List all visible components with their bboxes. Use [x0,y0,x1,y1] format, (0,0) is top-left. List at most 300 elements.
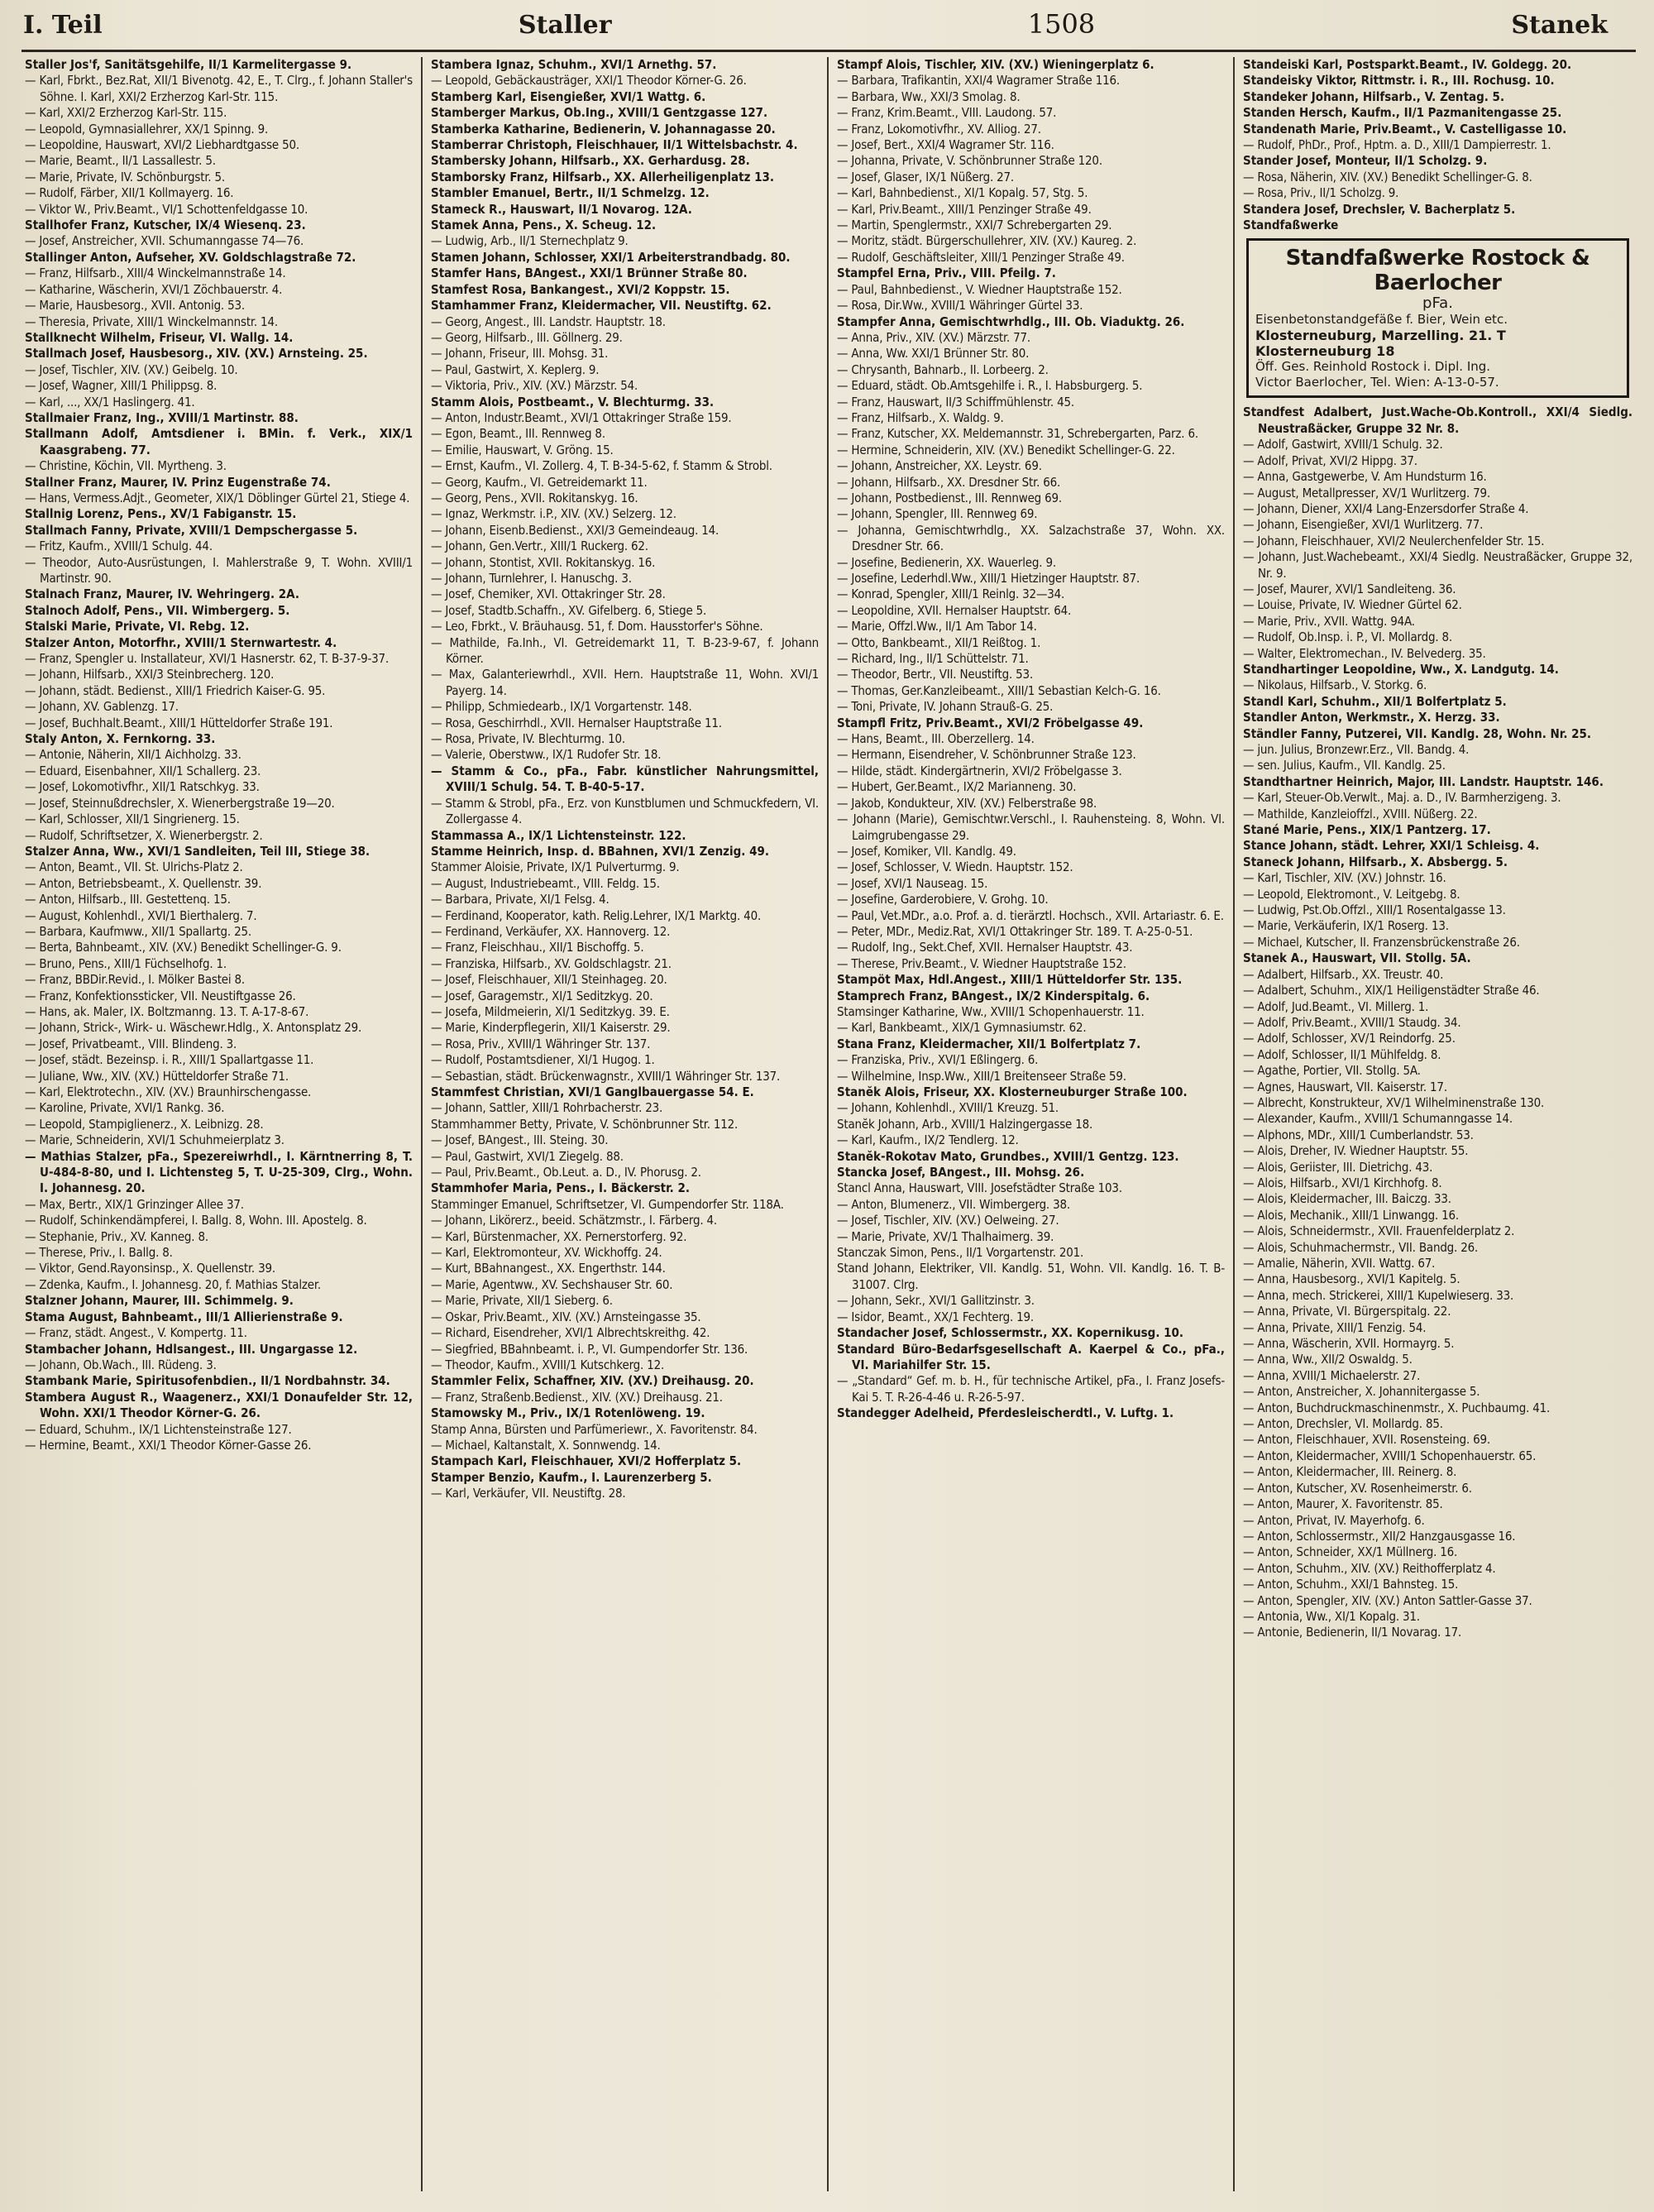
directory-entry: — Max, Bertr., XIX/1 Grinzinger Allee 37. [25,1196,244,1212]
directory-entry: — Michael, Kaltanstalt, X. Sonnwendg. 14. [431,1437,661,1453]
directory-entry: — Karl, Elektrotechn., XIV. (XV.) Braunhirschengasse. [25,1084,312,1099]
directory-entry: — Adolf, Gastwirt, XVIII/1 Schulg. 32. [1243,437,1443,452]
directory-entry: — Viktor, Gend.Rayonsinsp., X. Quellenstr. 39. [25,1261,275,1276]
running-head [17,8,1641,50]
directory-entry: — Karl, Schlosser, XII/1 Singrienerg. 15. [25,812,240,827]
directory-entry: — Adolf, Jud.Beamt., VI. Millerg. 1. [1243,998,1429,1014]
directory-entry: — Eduard, Schuhm., IX/1 Lichtensteinstraße 127. [25,1421,292,1437]
directory-entry-heading: Stambler Emanuel, Bertr., II/1 Schmelzg. 12. [431,185,710,201]
directory-entry: Stammhammer Betty, Private, V. Schönbrunner Str. 112. [431,1116,739,1132]
directory-entry: — Anton, Drechsler, VI. Mollardg. 85. [1243,1416,1443,1432]
directory-entry: — Thomas, Ger.Kanzleibeamt., XIII/1 Sebastian Kelch-G. 16. [837,682,1161,698]
part-label: I. Teil [23,11,103,40]
directory-entry: — Paul, Bahnbedienst., V. Wiedner Hauptstraße 152. [837,281,1122,297]
directory-entry: — Marie, Beamt., II/1 Lassallestr. 5. [25,153,216,169]
directory-entry: — Johanna, Gemischtwrhdlg., XX. Salzachstraße 37, Wohn. XX. Dresdner Str. 66. [837,522,1225,554]
directory-entry: — Anna, Private, XIII/1 Fenzig. 54. [1243,1319,1427,1335]
directory-entry-heading: Stampach Karl, Fleischhauer, XVI/2 Hofferplatz 5. [431,1453,742,1469]
directory-entry: — Alois, Geriister, III. Dietrichg. 43. [1243,1159,1433,1175]
directory-entry: — Anton, Spengler, XIV. (XV.) Anton Sattler-Gasse 37. [1243,1592,1532,1608]
directory-entry-heading: Standhartinger Leopoldine, Ww., X. Landgutg. 14. [1243,661,1559,677]
directory-entry: — Wilhelmine, Insp.Ww., XIII/1 Breitenseer Straße 59. [837,1068,1126,1084]
directory-entry: — Barbara, Ww., XXI/3 Smolag. 8. [837,89,1021,104]
entry-columns [17,57,1641,2191]
directory-entry: — Marie, Kinderpflegerin, XII/1 Kaiserstr. 29. [431,1020,671,1036]
directory-entry: — Theodor, Kaufm., XVIII/1 Kutschkerg. 12. [431,1357,665,1372]
directory-entry: — Johann, Gen.Vertr., XIII/1 Ruckerg. 62. [431,539,648,554]
directory-entry: — Isidor, Beamt., XX/1 Fechterg. 19. [837,1309,1034,1324]
directory-entry-heading: Stané Marie, Pens., XIX/1 Pantzerg. 17. [1243,822,1491,838]
directory-entry: — Karl, Verkäufer, VII. Neustiftg. 28. [431,1486,626,1501]
directory-entry: — Rosa, Geschirrhdl., XVII. Hernalser Hauptstraße 11. [431,715,722,730]
directory-entry: — Eduard, städt. Ob.Amtsgehilfe i. R., I. Habsburgerg. 5. [837,378,1143,394]
directory-entry-heading: Stammhofer Maria, Pens., I. Bäckerstr. 2. [431,1180,690,1196]
directory-entry: — Martin, Spenglermstr., XXI/7 Schrebergarten 29. [837,218,1112,233]
directory-entry: — Josefine, Garderobiere, V. Grohg. 10. [837,892,1049,907]
directory-entry-heading: Stameck R., Hauswart, II/1 Novarog. 12A. [431,201,692,217]
directory-entry: — Karl, Tischler, XIV. (XV.) Johnstr. 16. [1243,870,1446,886]
directory-entry-heading: Stalnach Franz, Maurer, IV. Wehringerg. 2A. [25,587,300,602]
directory-entry: — Hermine, Beamt., XXI/1 Theodor Körner-Gasse 26. [25,1437,312,1453]
directory-entry-heading: Stama August, Bahnbeamt., III/1 Allierienstraße 9. [25,1309,343,1324]
directory-entry: — Otto, Bankbeamt., XII/1 Reißtog. 1. [837,634,1041,650]
directory-entry: — sen. Julius, Kaufm., VII. Kandlg. 25. [1243,758,1446,773]
header-rule [22,50,1636,52]
directory-entry-heading: Stambersky Johann, Hilfsarb., XX. Gerhardusg. 28. [431,153,750,169]
directory-entry: — Rosa, Private, IV. Blechturmg. 10. [431,731,625,747]
directory-entry: — Karl, Priv.Beamt., XIII/1 Penzinger Straße 49. [837,201,1092,217]
directory-entry: — Amalie, Näherin, XVII. Wattg. 67. [1243,1256,1436,1271]
directory-entry: — Franz, Kutscher, XX. Meldemannstr. 31, Schrebergarten, Parz. 6. [837,426,1198,442]
directory-entry: — Marie, Agentww., XV. Sechshauser Str. 60. [431,1276,673,1292]
column-4 [1235,57,1641,2191]
directory-entry: — Louise, Private, IV. Wiedner Gürtel 62. [1243,597,1462,613]
directory-entry: Stamp Anna, Bürsten und Parfümeriewr., X. Favoritenstr. 84. [431,1421,758,1437]
directory-entry: — Christine, Köchin, VII. Myrtheng. 3. [25,458,227,474]
directory-entry: — Alois, Mechanik., XIII/1 Linwangg. 16. [1243,1207,1459,1223]
directory-entry: — Anton, Kleidermacher, XVIII/1 Schopenhauerstr. 65. [1243,1448,1537,1463]
directory-entry: — Johann, Just.Wachebeamt., XXI/4 Siedlg. Neustraßäcker, Gruppe 32, Nr. 9. [1243,549,1632,581]
directory-entry: — Anton, Buchdruckmaschinenmstr., X. Puchbaumg. 41. [1243,1400,1551,1415]
directory-entry: — Barbara, Kaufmww., XII/1 Spallartg. 25. [25,923,251,939]
directory-entry-heading: Stamborsky Franz, Hilfsarb., XX. Allerheiligenplatz 13. [431,169,775,184]
directory-entry-heading: Stampf Alois, Tischler, XIV. (XV.) Wieningerplatz 6. [837,57,1154,72]
advertisement-box [1246,238,1629,398]
directory-entry: Stanĕk Johann, Arb., XVIII/1 Halzingergasse 18. [837,1116,1093,1132]
directory-entry: — Adalbert, Schuhm., XIX/1 Heiligenstädter Straße 46. [1243,983,1540,998]
directory-entry: — Albrecht, Konstrukteur, XV/1 Wilhelminenstraße 130. [1243,1094,1545,1110]
directory-entry: — Leo, Fbrkt., V. Bräuhausg. 51, f. Dom. Hausstorfer's Söhne. [431,619,763,634]
directory-entry-heading: Stamme Heinrich, Insp. d. BBahnen, XVI/1 Zenzig. 49. [431,843,770,859]
directory-entry: — Georg, Pens., XVII. Rokitanskyg. 16. [431,490,638,505]
directory-entry-heading: Stampfel Erna, Priv., VIII. Pfeilg. 7. [837,266,1056,281]
directory-entry-heading: Stamhammer Franz, Kleidermacher, VII. Neustiftg. 62. [431,298,772,314]
directory-entry: — Agnes, Hauswart, VII. Kaiserstr. 17. [1243,1079,1447,1094]
directory-entry: — Franziska, Hilfsarb., XV. Goldschlagstr. 21. [431,955,672,971]
directory-entry: — Karl, Bahnbedienst., XI/1 Kopalg. 57, Stg. 5. [837,185,1088,201]
directory-entry-heading: Stamprech Franz, BAngest., IX/2 Kinderspitalg. 6. [837,988,1150,1003]
directory-entry: — Sebastian, städt. Brückenwagnstr., XVIII/1 Währinger Str. 137. [431,1068,781,1084]
directory-entry: — Adolf, Priv.Beamt., XVIII/1 Staudg. 34. [1243,1014,1461,1030]
directory-entry: — Johann, Diener, XXI/4 Lang-Enzersdorfer Straße 4. [1243,500,1529,516]
directory-entry: — Franz, städt. Angest., V. Kompertg. 11. [25,1325,247,1341]
directory-entry-heading: Standen Hersch, Kaufm., II/1 Pazmanitengasse 25. [1243,105,1562,121]
directory-entry: — Hans, ak. Maler, IX. Boltzmanng. 13. T. A-17-8-67. [25,1003,309,1019]
directory-entry: — Ignaz, Werkmstr. i.P., XIV. (XV.) Selzerg. 12. [431,506,676,522]
directory-entry: — Anton, Privat, IV. Mayerhofg. 6. [1243,1512,1425,1528]
directory-entry-heading: — Mathias Stalzer, pFa., Spezereiwrhdl., I. Kärntnerring 8, T. U-484-8-80, und I. Lichtensteg 5, T. U-25-309, Clrg., Wohn. I. Johannesg. 20. [25,1148,413,1196]
directory-entry: — Josef, Glaser, IX/1 Nüßerg. 27. [837,169,1014,184]
directory-entry: — Georg, Kaufm., VI. Getreidemarkt 11. [431,474,648,490]
directory-entry: — Anna, Hausbesorg., XVI/1 Kapitelg. 5. [1243,1271,1460,1287]
directory-entry: — Emilie, Hauswart, V. Gröng. 15. [431,442,614,457]
directory-entry: — Anton, Betriebsbeamt., X. Quellenstr. 39. [25,875,262,891]
directory-entry-heading: Stammler Felix, Schaffner, XIV. (XV.) Dreihausg. 20. [431,1373,754,1389]
directory-entry: — Alois, Schneidermstr., XVII. Frauenfelderplatz 2. [1243,1223,1515,1239]
directory-entry: — Josefine, Bedienerin, XX. Wauerleg. 9. [837,554,1056,570]
directory-entry: — Hermann, Eisendreher, V. Schönbrunner Straße 123. [837,747,1136,763]
directory-entry-heading: Stance Johann, städt. Lehrer, XXI/1 Schleisg. 4. [1243,838,1540,854]
directory-entry: — Kurt, BBahnangest., XX. Engerthstr. 144. [431,1261,666,1276]
directory-entry: — Philipp, Schmiedearb., IX/1 Vorgartenstr. 148. [431,699,692,715]
directory-entry: — Jakob, Kondukteur, XIV. (XV.) Felberstraße 98. [837,795,1097,811]
directory-entry: — Anna, mech. Strickerei, XIII/1 Kupelwieserg. 33. [1243,1287,1514,1303]
directory-entry: — Marie, Private, XV/1 Thalhaimerg. 39. [837,1228,1054,1244]
directory-entry-heading: Stallhofer Franz, Kutscher, IX/4 Wiesenq. 23. [25,218,306,233]
directory-entry: — August, Kohlenhdl., XVI/1 Bierthalerg. 7. [25,907,257,923]
directory-entry: — Johann, Sekr., XVI/1 Gallitzinstr. 3. [837,1293,1035,1309]
directory-entry-heading: Staly Anton, X. Fernkorng. 33. [25,731,216,747]
directory-entry: — Josef, Stadtb.Schaffn., XV. Gifelberg. 6, Stiege 5. [431,602,707,618]
directory-entry: — Ferdinand, Verkäufer, XX. Hannoverg. 12. [431,923,671,939]
directory-entry: — Anna, XVIII/1 Michaelerstr. 27. [1243,1367,1421,1383]
directory-entry-heading: Stampfl Fritz, Priv.Beamt., XVI/2 Fröbelgasse 49. [837,715,1144,730]
directory-entry: — Zdenka, Kaufm., I. Johannesg. 20, f. Mathias Stalzer. [25,1276,321,1292]
directory-entry-heading: Standenath Marie, Priv.Beamt., V. Castelligasse 10. [1243,121,1567,136]
directory-entry: — Anton, Anstreicher, X. Johannitergasse 5. [1243,1384,1480,1400]
directory-entry: — Johann, Turnlehrer, I. Hanuschg. 3. [431,571,632,586]
directory-entry: — Juliane, Ww., XIV. (XV.) Hütteldorfer Straße 71. [25,1068,289,1084]
directory-entry: — Johann, Ob.Wach., III. Rüdeng. 3. [25,1357,217,1372]
directory-entry: — Toni, Private, IV. Johann Strauß-G. 25. [837,699,1054,715]
directory-entry-heading: Stambank Marie, Spiritusofenbdien., II/1 Nordbahnstr. 34. [25,1373,390,1389]
directory-entry: — Anton, Fleischhauer, XVII. Rosensteing. 69. [1243,1432,1490,1448]
directory-entry: — Adalbert, Hilfsarb., XX. Treustr. 40. [1243,966,1444,982]
column-3 [829,57,1235,2191]
directory-entry: — Anton, Schuhm., XXI/1 Bahnsteg. 15. [1243,1577,1459,1592]
directory-entry: — Rosa, Priv., XVIII/1 Währinger Str. 137. [431,1036,651,1051]
directory-entry: — Franz, Konfektionssticker, VII. Neustiftgasse 26. [25,988,296,1003]
directory-entry: — Berta, Bahnbeamt., XIV. (XV.) Benedikt Schellinger-G. 9. [25,940,342,955]
directory-entry: — Nikolaus, Hilfsarb., V. Storkg. 6. [1243,677,1427,693]
directory-entry: — Josef, Bert., XXI/4 Wagramer Str. 116. [837,137,1054,153]
directory-entry: — Richard, Ing., II/1 Schüttelstr. 71. [837,651,1029,667]
directory-entry: — Moritz, städt. Bürgerschullehrer, XIV. (XV.) Kaureg. 2. [837,233,1137,249]
directory-entry: — Konrad, Spengler, XIII/1 Reinlg. 32—34. [837,587,1065,602]
directory-entry-heading: — Stamm & Co., pFa., Fabr. künstlicher Nahrungsmittel, XVIII/1 Schulg. 54. T. B-40-5-17. [431,763,819,795]
directory-entry: — Marie, Private, IV. Schönburgstr. 5. [25,169,225,184]
directory-entry: — Theresia, Private, XIII/1 Winckelmannstr. 14. [25,314,278,329]
directory-entry: — Johann, Eisenb.Bedienst., XXI/3 Gemeindeaug. 14. [431,522,719,538]
directory-entry-heading: Stallmach Josef, Hausbesorg., XIV. (XV.) Arnsteing. 25. [25,346,368,361]
directory-entry-heading: Standacher Josef, Schlossermstr., XX. Kopernikusg. 10. [837,1325,1184,1341]
directory-entry: — Antonie, Näherin, XII/1 Aichholzg. 33. [25,747,241,763]
directory-entry-heading: Stamek Anna, Pens., X. Scheug. 12. [431,218,657,233]
directory-entry: — Josef, Anstreicher, XVII. Schumanngasse 74—76. [25,233,304,249]
directory-entry: — August, Industriebeamt., VIII. Feldg. 15. [431,875,660,891]
directory-entry: — Stamm & Strobl, pFa., Erz. von Kunstblumen und Schmuckfedern, VI. Zollergasse 4. [431,795,819,827]
directory-entry: — Johann, Stontist, XVII. Rokitanskyg. 16. [431,554,656,570]
directory-entry: — Adolf, Schlosser, II/1 Mühlfeldg. 8. [1243,1046,1441,1062]
ad-title: Standfaßwerke Rostock & Baerlocher [1285,246,1590,296]
directory-entry: — Johann, Eisengießer, XVI/1 Wurlitzerg. 77. [1243,517,1484,533]
directory-entry: — Marie, Priv., XVII. Wattg. 94A. [1243,613,1415,629]
ad-line-owners: Öff. Ges. Reinhold Rostock i. Dipl. Ing. [1255,359,1491,375]
directory-entry-heading: Stalzner Johann, Maurer, III. Schimmelg. 9. [25,1293,294,1309]
directory-entry: — Anna, Ww. XXI/1 Brünner Str. 80. [837,346,1030,361]
directory-entry: — Anton, Schuhm., XIV. (XV.) Reithofferplatz 4. [1243,1560,1496,1576]
directory-entry: — Josef, Lokomotivfhr., XII/1 Ratschkyg. 33. [25,779,260,795]
directory-entry-heading: Stander Josef, Monteur, II/1 Scholzg. 9. [1243,153,1488,169]
directory-entry-heading: Standegger Adelheid, Pferdesleischerdtl., V. Luftg. 1. [837,1405,1174,1421]
directory-entry: — August, Metallpresser, XV/1 Wurlitzerg. 79. [1243,485,1491,500]
directory-entry-heading: Stancka Josef, BAngest., III. Mohsg. 26. [837,1165,1085,1180]
directory-entry: — Josef, Tischler, XIV. (XV.) Oelweing. 27. [837,1213,1059,1228]
directory-entry: — Richard, Eisendreher, XVI/1 Albrechtskreithg. 42. [431,1325,710,1341]
directory-entry: — Josef, Garagemstr., XI/1 Seditzkyg. 20. [431,988,653,1003]
directory-entry: — Mathilde, Fa.Inh., VI. Getreidemarkt 11, T. B-23-9-67, f. Johann Körner. [431,634,819,667]
directory-entry: — Leopoldine, Hauswart, XVI/2 Liebhardtgasse 50. [25,137,299,153]
directory-entry: — Chrysanth, Bahnarb., II. Lorbeerg. 2. [837,361,1049,377]
directory-entry-heading: Stambacher Johann, Hdlsangest., III. Ungargasse 12. [25,1341,358,1357]
directory-entry: — Josef, Wagner, XIII/1 Philippsg. 8. [25,378,218,394]
directory-entry: — Karoline, Private, XVI/1 Rankg. 36. [25,1100,225,1116]
directory-entry: — Josef, Chemiker, XVI. Ottakringer Str. 28. [431,587,666,602]
directory-entry: — Rudolf, PhDr., Prof., Hptm. a. D., XIII/1 Dampierrestr. 1. [1243,137,1551,153]
directory-entry-heading: Stamen Johann, Schlosser, XXI/1 Arbeiterstrandbadg. 80. [431,249,791,265]
directory-entry-heading: Stambera Ignaz, Schuhm., XVI/1 Arnethg. 57. [431,57,717,72]
directory-entry: — Ernst, Kaufm., VI. Zollerg. 4, T. B-34-5-62, f. Stamm & Strobl. [431,458,772,474]
directory-entry-heading: Stallnig Lorenz, Pens., XV/1 Fabiganstr. 15. [25,506,297,522]
directory-entry: — Josef, städt. Bezeinsp. i. R., XIII/1 Spallartgasse 11. [25,1052,314,1068]
directory-entry: — Johann, Sattler, XIII/1 Rohrbacherstr. 23. [431,1100,663,1116]
directory-entry-heading: Standeker Johann, Hilfsarb., V. Zentag. 5. [1243,89,1505,104]
directory-entry: — Antonie, Bedienerin, II/1 Novarag. 17. [1243,1625,1462,1640]
directory-entry: — Franz, Straßenb.Bedienst., XIV. (XV.) Dreihausg. 21. [431,1389,723,1405]
directory-entry: — Valerie, Oberstww., IX/1 Rudofer Str. 18. [431,747,662,763]
directory-entry: — Johann, Spengler, III. Rennweg 69. [837,506,1038,522]
directory-entry: — Ludwig, Pst.Ob.Offzl., XIII/1 Rosentalgasse 13. [1243,903,1506,918]
directory-entry: — Karl, Kaufm., IX/2 Tendlerg. 12. [837,1132,1019,1148]
directory-entry: — Josef, Buchhalt.Beamt., XIII/1 Hütteldorfer Straße 191. [25,715,333,730]
directory-entry-heading: Stamper Benzio, Kaufm., I. Laurenzerberg 5. [431,1469,712,1485]
directory-entry: — Franz, Spengler u. Installateur, XVI/1 Hasnerstr. 62, T. B-37-9-37. [25,651,390,667]
directory-entry: — Adolf, Schlosser, XV/1 Reindorfg. 25. [1243,1031,1456,1046]
directory-entry: — Alois, Schuhmachermstr., VII. Bandg. 26. [1243,1239,1479,1255]
directory-entry: — Mathilde, Kanzleioffzl., XVIII. Nüßerg. 22. [1243,806,1478,821]
directory-entry: — Josef, Tischler, XIV. (XV.) Geibelg. 10. [25,361,238,377]
directory-entry: — Rosa, Dir.Ww., XVIII/1 Währinger Gürtel 33. [837,298,1083,314]
column-2 [423,57,829,2191]
directory-entry: — Anton, Kutscher, XV. Rosenheimerstr. 6. [1243,1480,1472,1496]
ad-line-address: Klosterneuburg, Marzelling. 21. T Klosterneuburg 18 [1255,328,1506,360]
directory-entry: — Josefa, Mildmeierin, XI/1 Seditzkyg. 39. E. [431,1003,670,1019]
directory-entry-heading: Stallmaier Franz, Ing., XVIII/1 Martinstr. 88. [25,409,299,425]
directory-entry: — Egon, Beamt., III. Rennweg 8. [431,426,605,442]
directory-entry: — Anton, Maurer, X. Favoritenstr. 85. [1243,1496,1443,1512]
directory-entry: — Anna, Gastgewerbe, V. Am Hundsturm 16. [1243,469,1487,485]
directory-entry: — Ludwig, Arb., II/1 Sternechplatz 9. [431,233,629,249]
ad-line-products: Eisenbetonstandgefäße f. Bier, Wein etc. [1255,312,1508,328]
directory-entry: — Michael, Kutscher, II. Franzensbrückenstraße 26. [1243,934,1520,950]
directory-entry: — Hilde, städt. Kindergärtnerin, XVI/2 Fröbelgasse 3. [837,763,1122,778]
directory-entry-heading: Ständler Fanny, Putzerei, VII. Kandlg. 28, Wohn. Nr. 25. [1243,725,1592,741]
directory-entry: — Alois, Hilfsarb., XVI/1 Kirchhofg. 8. [1243,1175,1442,1190]
directory-entry: — Rudolf, Ing., Sekt.Chef, XVII. Hernalser Hauptstr. 43. [837,940,1133,955]
directory-entry: — Josef, Komiker, VII. Kandlg. 49. [837,843,1016,859]
directory-entry: — Bruno, Pens., XIII/1 Füchselhofg. 1. [25,955,227,971]
directory-entry: — Hans, Vermess.Adjt., Geometer, XIX/1 Döblinger Gürtel 21, Stiege 4. [25,490,410,505]
directory-entry: — Anton, Industr.Beamt., XVI/1 Ottakringer Straße 159. [431,409,732,425]
directory-entry: Stamminger Emanuel, Schriftsetzer, VI. Gumpendorfer Str. 118A. [431,1196,784,1212]
directory-entry: — Johann, Strick-, Wirk- u. Wäschewr.Hdlg., X. Antonsplatz 29. [25,1020,362,1036]
directory-entry-heading: Stamberrar Christoph, Fleischhauer, II/1 Wittelsbachstr. 4. [431,137,798,153]
directory-entry: — Max, Galanteriewrhdl., XVII. Hern. Hauptstraße 11, Wohn. XVI/1 Payerg. 14. [431,667,819,698]
directory-entry: — jun. Julius, Bronzewr.Erz., VII. Bandg. 4. [1243,742,1470,757]
directory-entry-heading: Staneck Johann, Hilfsarb., X. Absbergg. 5. [1243,854,1508,869]
directory-entry: — Stephanie, Priv., XV. Kanneg. 8. [25,1228,208,1244]
directory-entry: — Anton, Kleidermacher, III. Reinerg. 8. [1243,1464,1457,1480]
directory-entry: — Leopold, Elektromont., V. Leitgebg. 8. [1243,886,1460,902]
directory-entry: — Viktor W., Priv.Beamt., VI/1 Schottenfeldgasse 10. [25,201,308,217]
page-number: 1508 [1027,8,1096,40]
directory-entry: — Franz, Fleischhau., XII/1 Bischoffg. 5. [431,940,644,955]
directory-entry: — Anton, Schlossermstr., XII/2 Hanzgausgasse 16. [1243,1528,1516,1544]
directory-entry: — Rudolf, Schinkendämpferei, I. Ballg. 8, Wohn. III. Apostelg. 8. [25,1213,367,1228]
directory-entry: — Karl, Fbrkt., Bez.Rat, XII/1 Bivenotg. 42, E., T. Clrg., f. Johann Staller's Söhne. I. Karl, XXI/2 Erzherzog Karl-Str. 115. [25,73,413,104]
directory-entry: Stand Johann, Elektriker, VII. Kandlg. 51, Wohn. VII. Kandlg. 16. T. B-31007. Clrg. [837,1261,1225,1292]
directory-entry-heading: Stalzer Anna, Ww., XVI/1 Sandleiten, Teil III, Stiege 38. [25,843,370,859]
directory-entry-heading: Stanĕk Alois, Friseur, XX. Klosterneuburger Straße 100. [837,1084,1188,1099]
directory-entry: — Theodor, Auto-Ausrüstungen, I. Mahlerstraße 9, T. Wohn. XVIII/1 Martinstr. 90. [25,554,413,586]
directory-entry: — Theodor, Bertr., VII. Neustiftg. 53. [837,667,1034,682]
directory-entry-heading: Stallmach Fanny, Private, XVIII/1 Dempschergasse 5. [25,522,358,538]
directory-entry: — Josef, Fleischhauer, XII/1 Steinhageg. 20. [431,972,667,988]
directory-entry: — Karl, Bankbeamt., XIX/1 Gymnasiumstr. 62. [837,1020,1087,1036]
directory-entry-heading: Stampöt Max, Hdl.Angest., XIII/1 Hütteldorfer Str. 135. [837,972,1183,988]
directory-entry-heading: Standfaßwerke [1243,218,1339,233]
directory-entry: — Paul, Gastwirt, XVI/1 Ziegelg. 88. [431,1148,624,1164]
directory-entry: — Anton, Blumenerz., VII. Wimbergerg. 38. [837,1196,1070,1212]
directory-entry: Stancl Anna, Hauswart, VIII. Josefstädter Straße 103. [837,1180,1122,1196]
directory-entry: — Leopold, Gebäckausträger, XXI/1 Theodor Körner-G. 26. [431,73,747,89]
directory-entry: — Rudolf, Färber, XII/1 Kollmayerg. 16. [25,185,234,201]
directory-entry: — Anton, Hilfsarb., III. Gestettenq. 15. [25,892,231,907]
column-4-top [1243,57,1632,233]
directory-entry: — Josef, Privatbeamt., VIII. Blindeng. 3. [25,1036,237,1051]
directory-entry: — Walter, Elektromechan., IV. Belvederg. 35. [1243,645,1486,661]
directory-entry: — Josef, Schlosser, V. Wiedn. Hauptstr. 152. [837,859,1073,875]
directory-entry: — Johann, Hilfsarb., XX. Dresdner Str. 66. [837,474,1061,490]
directory-entry: — Johann, Postbedienst., III. Rennweg 69. [837,490,1062,505]
directory-entry: — Josef, Maurer, XVI/1 Sandleiteng. 36. [1243,581,1456,596]
directory-entry-heading: Standard Büro-Bedarfsgesellschaft A. Kaerpel & Co., pFa., VI. Mariahilfer Str. 15. [837,1341,1225,1372]
directory-entry: Stanczak Simon, Pens., II/1 Vorgartenstr. 201. [837,1245,1084,1261]
ad-line-phone: Victor Baerlocher, Tel. Wien: A-13-0-57. [1255,375,1499,390]
directory-entry: — Anna, Priv., XIV. (XV.) Märzstr. 77. [837,329,1030,345]
directory-entry: — Johann, Kohlenhdl., XVIII/1 Kreuzg. 51. [837,1100,1059,1116]
directory-entry: — Karl, XXI/2 Erzherzog Karl-Str. 115. [25,105,227,121]
directory-entry: — Therese, Priv., I. Ballg. 8. [25,1245,173,1261]
directory-entry: — Katharine, Wäscherin, XVI/1 Zöchbauerstr. 4. [25,281,283,297]
last-entry-guide-word: Stanek [1511,11,1608,40]
directory-entry: — Paul, Gastwirt, X. Keplerg. 9. [431,361,600,377]
directory-entry: — Karl, Bürstenmacher, XX. Pernerstorferg. 92. [431,1228,687,1244]
directory-entry: — Agathe, Portier, VII. Stollg. 5A. [1243,1063,1421,1079]
directory-entry: — Oskar, Priv.Beamt., XIV. (XV.) Arnsteingasse 35. [431,1309,701,1324]
directory-entry-heading: Stamberger Markus, Ob.Ing., XVIII/1 Gentzgasse 127. [431,105,768,121]
directory-entry: — Marie, Offzl.Ww., II/1 Am Tabor 14. [837,619,1037,634]
directory-entry: — Viktoria, Priv., XIV. (XV.) Märzstr. 54. [431,378,638,394]
directory-entry-heading: Standler Anton, Werkmstr., X. Herzg. 33. [1243,710,1500,725]
directory-entry: — Hans, Beamt., III. Oberzellerg. 14. [837,731,1035,747]
directory-entry-heading: Stallner Franz, Maurer, IV. Prinz Eugenstraße 74. [25,474,331,490]
directory-entry: — Alois, Kleidermacher, III. Baiczg. 33. [1243,1191,1451,1207]
directory-entry: — Paul, Priv.Beamt., Ob.Leut. a. D., IV. Phorusg. 2. [431,1165,701,1180]
directory-entry: — Georg, Hilfsarb., III. Göllnerg. 29. [431,329,623,345]
directory-entry-heading: Stalnoch Adolf, Pens., VII. Wimbergerg. 5. [25,602,290,618]
directory-entry: — Johanna, Private, V. Schönbrunner Straße 120. [837,153,1102,169]
directory-entry: — Rudolf, Postamtsdiener, XI/1 Hugog. 1. [431,1052,655,1068]
directory-entry-heading: Stambera August R., Waagenerz., XXI/1 Donaufelder Str. 12, Wohn. XXI/1 Theodor Körner-G. 26. [25,1389,413,1421]
column-1 [17,57,423,2191]
directory-entry: Stamsinger Katharine, Ww., XVIII/1 Schopenhauerstr. 11. [837,1003,1145,1019]
directory-entry: — Marie, Hausbesorg., XVII. Antonig. 53. [25,298,245,314]
directory-entry: — Johann, XV. Gablenzg. 17. [25,699,179,715]
directory-entry: — Georg, Angest., III. Landstr. Hauptstr. 18. [431,314,666,329]
directory-entry: — Hubert, Ger.Beamt., IX/2 Marianneng. 30. [837,779,1077,795]
directory-entry: — Josef, Steinnußdrechsler, X. Wienerbergstraße 19—20. [25,795,335,811]
directory-entry: — Marie, Schneiderin, XVI/1 Schuhmeierplatz 3. [25,1132,284,1148]
directory-entry: — Johann, städt. Bedienst., XIII/1 Friedrich Kaiser-G. 95. [25,682,326,698]
directory-entry: — Barbara, Trafikantin, XXI/4 Wagramer Straße 116. [837,73,1120,89]
directory-entry-heading: Standfest Adalbert, Just.Wache-Ob.Kontroll., XXI/4 Siedlg. Neustraßäcker, Gruppe 32 Nr. 8. [1243,405,1632,436]
directory-entry: — Franz, Hilfsarb., XIII/4 Winckelmannstraße 14. [25,266,286,281]
directory-entry: — Leopoldine, XVII. Hernalser Hauptstr. 64. [837,602,1072,618]
directory-entry-heading: Stanĕk-Rokotav Mato, Grundbes., XVIII/1 Gentzg. 123. [837,1148,1179,1164]
directory-entry-heading: Stamberka Katharine, Bedienerin, V. Johannagasse 20. [431,121,776,136]
directory-entry-heading: Stamfer Hans, BAngest., XXI/1 Brünner Straße 80. [431,266,748,281]
directory-entry: — Johann, Likörerz., beeid. Schätzmstr., I. Färberg. 4. [431,1213,717,1228]
directory-entry: — Rosa, Priv., II/1 Scholzg. 9. [1243,185,1399,201]
directory-entry: — Anna, Private, VI. Bürgerspitalg. 22. [1243,1304,1451,1319]
directory-entry: — Franz, BBDir.Revid., I. Mölker Bastei 8. [25,972,246,988]
directory-entry: — Johann (Marie), Gemischtwr.Verschl., I. Rauhensteing. 8, Wohn. VI. Laimgrubengasse 29. [837,812,1225,843]
directory-entry: — Franz, Lokomotivfhr., XV. Alliog. 27. [837,121,1041,136]
directory-entry: — Alphons, MDr., XIII/1 Cumberlandstr. 53. [1243,1127,1474,1142]
directory-entry: — Adolf, Privat, XVI/2 Hippg. 37. [1243,452,1417,468]
directory-entry: — Josefine, Lederhdl.Ww., XIII/1 Hietzinger Hauptstr. 87. [837,571,1140,586]
directory-entry: — „Standard“ Gef. m. b. H., für technische Artikel, pFa., I. Franz Josefs-Kai 5. T. R-26-4-46 u. R-26-5-97. [837,1373,1225,1405]
directory-entry: — Eduard, Eisenbahner, XII/1 Schallerg. 23. [25,763,261,778]
directory-entry: — Alois, Dreher, IV. Wiedner Hauptstr. 55. [1243,1143,1469,1159]
directory-entry-heading: Staller Jos'f, Sanitätsgehilfe, II/1 Karmelitergasse 9. [25,57,352,72]
directory-entry-heading: Stallinger Anton, Aufseher, XV. Goldschlagstraße 72. [25,249,356,265]
directory-entry-heading: Stamfest Rosa, Bankangest., XVI/2 Koppstr. 15. [431,281,730,297]
directory-entry: — Franz, Krim.Beamt., VIII. Laudong. 57. [837,105,1057,121]
directory-entry: — Peter, MDr., Mediz.Rat, XVI/1 Ottakringer Str. 189. T. A-25-0-51. [837,923,1193,939]
directory-entry: — Johann, Anstreicher, XX. Leystr. 69. [837,458,1042,474]
